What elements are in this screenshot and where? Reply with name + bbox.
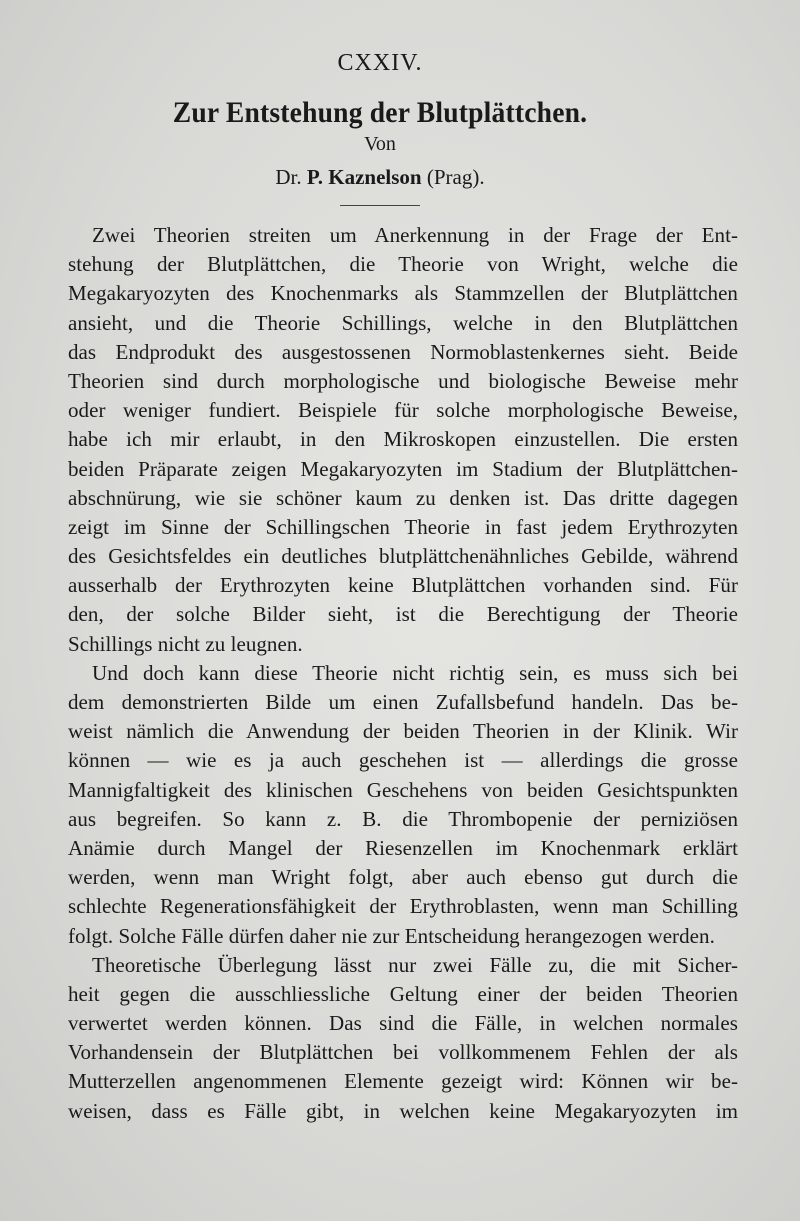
text-line: den, der solche Bilder sieht, ist die Berechtigung der Theorie (68, 602, 738, 627)
text-line: Mannigfaltigkeit des klinischen Geschehens von beiden Gesichtspunkten (68, 777, 738, 802)
text-line: Schillings nicht zu leugnen. (68, 631, 303, 656)
text-line: weisen, dass es Fälle gibt, in welchen keine Megakaryozyten im (68, 1098, 738, 1123)
text-line: des Gesichtsfeldes ein deutliches blutplättchenähnliches Gebilde, während (68, 544, 738, 569)
text-line: aus begreifen. So kann z. B. die Thrombopenie der perniziösen (68, 806, 738, 831)
author-prefix: Dr. (275, 165, 302, 189)
author-line (0, 165, 760, 190)
text-line: beiden Präparate zeigen Megakaryozyten im Stadium der Blutplättchen- (68, 456, 738, 481)
text-line: Anämie durch Mangel der Riesenzellen im Knochenmark erklärt (68, 835, 738, 860)
text-line: zeigt im Sinne der Schillingschen Theorie in fast jedem Erythrozyten (68, 514, 738, 539)
text-line: werden, wenn man Wright folgt, aber auch ebenso gut durch die (68, 865, 738, 890)
text-line: habe ich mir erlaubt, in den Mikroskopen einzustellen. Die ersten (68, 427, 738, 452)
text-line: schlechte Regenerationsfähigkeit der Erythroblasten, wenn man Schilling (68, 894, 738, 919)
byline-von: Von (364, 133, 396, 155)
text-line: verwertet werden können. Das sind die Fälle, in welchen normales (68, 1011, 738, 1036)
text-line: ansieht, und die Theorie Schillings, welche in den Blutplättchen (68, 310, 738, 335)
text-line: Theoretische Überlegung lässt nur zwei Fälle zu, die mit Sicher- (92, 952, 738, 977)
text-line: Mutterzellen angenommenen Elemente gezeigt wird: Können wir be- (68, 1069, 738, 1094)
text-line: folgt. Solche Fälle dürfen daher nie zur Entscheidung herangezogen werden. (68, 923, 715, 948)
text-line: abschnürung, wie sie schöner kaum zu denken ist. Das dritte dagegen (68, 485, 738, 510)
text-line: weist nämlich die Anwendung der beiden Theorien in der Klinik. Wir (68, 719, 738, 744)
text-line: ausserhalb der Erythrozyten keine Blutplättchen vorhanden sind. Für (68, 573, 738, 598)
title-divider (340, 205, 420, 206)
text-line: Megakaryozyten des Knochenmarks als Stammzellen der Blutplättchen (68, 281, 738, 306)
text-line: dem demonstrierten Bilde um einen Zufallsbefund handeln. Das be- (68, 690, 738, 714)
text-line: das Endprodukt des ausgestossenen Normoblastenkernes sieht. Beide (68, 339, 738, 364)
text-line: Vorhandensein der Blutplättchen bei vollkommenem Fehlen der als (68, 1040, 738, 1065)
author-name: P. Kaznelson (306, 165, 422, 189)
text-line: Zwei Theorien streiten um Anerkennung in der Frage der Ent- (92, 223, 738, 247)
article-title: Zur Entstehung der Blutplättchen. (172, 96, 588, 129)
chapter-number: CXXIV. (337, 50, 423, 76)
text-line: können — wie es ja auch geschehen ist — allerdings die grosse (68, 748, 738, 773)
text-line: Und doch kann diese Theorie nicht richtig sein, es muss sich bei (92, 660, 738, 685)
text-line: Theorien sind durch morphologische und biologische Beweise mehr (68, 368, 738, 393)
body-text (68, 221, 738, 1126)
text-line: oder weniger fundiert. Beispiele für solche morphologische Beweise, (68, 398, 738, 423)
text-line: heit gegen die ausschliessliche Geltung einer der beiden Theorien (68, 981, 738, 1006)
text-line: stehung der Blutplättchen, die Theorie von Wright, welche die (68, 252, 738, 277)
author-place: (Prag). (426, 165, 485, 189)
